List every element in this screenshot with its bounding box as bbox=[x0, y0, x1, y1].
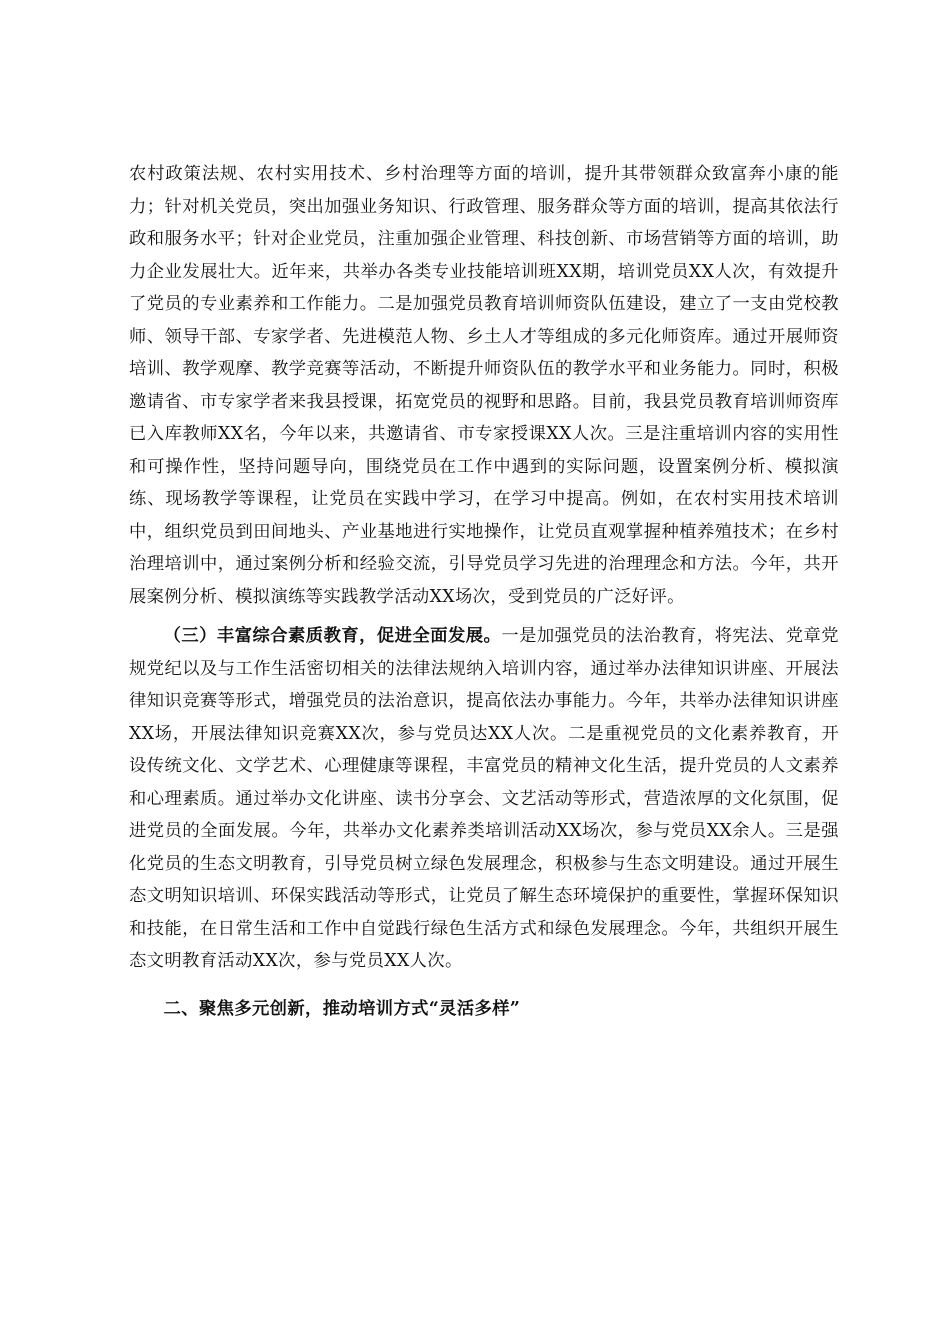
paragraph-continuation bbox=[129, 158, 839, 613]
document-body bbox=[129, 158, 839, 1025]
paragraph-text: 一是加强党员的法治教育，将宪法、党章党规党纪以及与工作生活密切相关的法律法规纳入培训内容，通过举办法律知识讲座、开展法律知识竞赛等形式，增强党员的法治意识，提高依法办事能力。今年，共举办法律知识讲座XX场，开展法律知识竞赛XX次，参与党员达XX人次。二是重视党员的文化素养教育，开设传统文化、文学艺术、心理健康等课程，丰富党员的精神文化生活，提升党员的人文素养和心理素质。通过举办文化讲座、读书分享会、文艺活动等形式，营造浓厚的文化氛围，促进党员的全面发展。今年，共举办文化素养类培训活动XX场次，参与党员XX余人。三是强化党员的生态文明教育，引导党员树立绿色发展理念，积极参与生态文明建设。通过开展生态文明知识培训、环保实践活动等形式，让党员了解生态环境保护的重要性，掌握环保知识和技能，在日常生活和工作中自觉践行绿色生活方式和绿色发展理念。今年，共组织开展生态文明教育活动XX次，参与党员XX人次。 bbox=[129, 626, 839, 971]
section-heading: 二、聚焦多元创新，推动培训方式“灵活多样” bbox=[163, 998, 521, 1019]
paragraph-lead-heading: （三）丰富综合素质教育，促进全面发展。 bbox=[163, 626, 502, 646]
paragraph-section-three bbox=[129, 620, 839, 978]
paragraph-text: 农村政策法规、农村实用技术、乡村治理等方面的培训，提升其带领群众致富奔小康的能力；针对机关党员，突出加强业务知识、行政管理、服务群众等方面的培训，提高其依法行政和服务水平；针对企业党员，注重加强企业管理、科技创新、市场营销等方面的培训，助力企业发展壮大。近年来，共举办各类专业技能培训班XX期，培训党员XX人次，有效提升了党员的专业素养和工作能力。二是加强党员教育培训师资队伍建设，建立了一支由党校教师、领导干部、专家学者、先进模范人物、乡土人才等组成的多元化师资库。通过开展师资培训、教学观摩、教学竞赛等活动，不断提升师资队伍的教学水平和业务能力。同时，积极邀请省、市专家学者来我县授课，拓宽党员的视野和思路。目前，我县党员教育培训师资库已入库教师XX名，今年以来，共邀请省、市专家授课XX人次。三是注重培训内容的实用性和可操作性，坚持问题导向，围绕党员在工作中遇到的实际问题，设置案例分析、模拟演练、现场教学等课程，让党员在实践中学习，在学习中提高。例如，在农村实用技术培训中，组织党员到田间地头、产业基地进行实地操作，让党员直观掌握种植养殖技术；在乡村治理培训中，通过案例分析和经验交流，引导党员学习先进的治理理念和方法。今年，共开展案例分析、模拟演练等实践教学活动XX场次，受到党员的广泛好评。 bbox=[129, 164, 839, 607]
